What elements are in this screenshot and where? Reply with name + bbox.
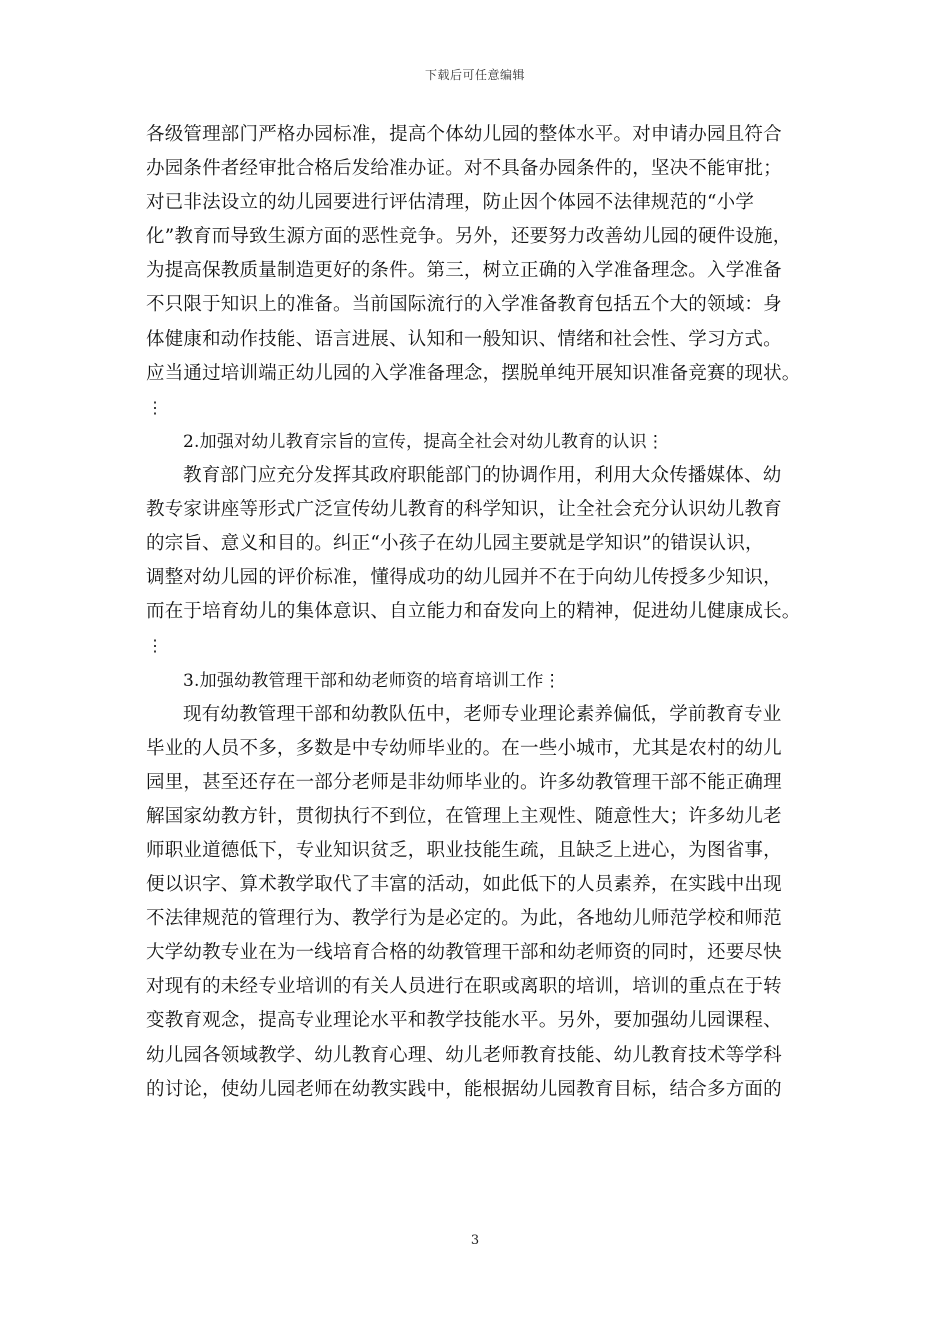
paragraph-3-line-11: 幼儿园各领域教学、幼儿教育心理、幼儿老师教育技能、幼儿教育技术等学科 — [146, 1044, 782, 1066]
paragraph-1-line-8: 应当通过培训端正幼儿园的入学准备理念，摆脱单纯开展知识准备竞赛的现状。 — [146, 362, 801, 384]
document-body — [146, 118, 826, 1107]
paragraph-3-line-6: 便以识字、算术教学取代了丰富的活动，如此低下的人员素养，在实践中出现 — [146, 874, 782, 896]
paragraph-1-line-6: 不只限于知识上的准备。当前国际流行的入学准备教育包括五个大的领域：身 — [146, 294, 782, 316]
paragraph-1-line-7: 体健康和动作技能、语言进展、认知和一般知识、情绪和社会性、学习方式。 — [146, 328, 782, 350]
paragraph-3-line-9: 对现有的未经专业培训的有关人员进行在职或离职的培训，培训的重点在于转 — [146, 976, 782, 998]
paragraph-3-line-7: 不法律规范的管理行为、教学行为是必定的。为此，各地幼儿师范学校和师范 — [146, 908, 782, 930]
page-header: 下载后可任意编辑 — [424, 68, 525, 82]
page-number: 3 — [470, 1233, 480, 1248]
paragraph-2-line-4: 调整对幼儿园的评价标准，懂得成功的幼儿园并不在于向幼儿传授多少知识， — [146, 567, 782, 589]
paragraph-1-line-5: 为提高保教质量制造更好的条件。第三，树立正确的入学准备理念。入学准备 — [146, 260, 782, 282]
paragraph-1-line-4: 化”教育而导致生源方面的恶性竞争。另外，还要努力改善幼儿园的硬件设施， — [146, 226, 792, 248]
paragraph-2-line-5: 而在于培育幼儿的集体意识、自立能力和奋发向上的精神，促进幼儿健康成长。 — [146, 601, 801, 623]
paragraph-2-line-2: 教专家讲座等形式广泛宣传幼儿教育的科学知识，让全社会充分认识幼儿教育 — [146, 499, 782, 521]
paragraph-2-line-3: 的宗旨、意义和目的。纠正“小孩子在幼儿园主要就是学知识”的错误认识， — [146, 533, 764, 555]
paragraph-2-ellipsis: ⋮ — [147, 636, 164, 656]
paragraph-1-ellipsis: ⋮ — [147, 397, 164, 417]
paragraph-3-line-8: 大学幼教专业在为一线培育合格的幼教管理干部和幼老师资的同时，还要尽快 — [146, 942, 782, 964]
paragraph-3-line-1: 现有幼教管理干部和幼教队伍中，老师专业理论素养偏低，学前教育专业 — [183, 703, 782, 725]
paragraph-2-line-1: 教育部门应充分发挥其政府职能部门的协调作用，利用大众传播媒体、幼 — [183, 464, 782, 486]
paragraph-3-line-10: 变教育观念，提高专业理论水平和教学技能水平。另外，要加强幼儿园课程、 — [146, 1010, 782, 1032]
paragraph-1-line-1: 各级管理部门严格办园标准，提高个体幼儿园的整体水平。对申请办园且符合 — [146, 124, 782, 145]
paragraph-3-line-2: 毕业的人员不多，多数是中专幼师毕业的。在一些小城市，尤其是农村的幼儿 — [146, 737, 782, 759]
section-3-heading: 3.加强幼教管理干部和幼老师资的培育培训工作⋮ — [183, 670, 561, 691]
paragraph-3-line-3: 园里，甚至还存在一部分老师是非幼师毕业的。许多幼教管理干部不能正确理 — [146, 771, 782, 793]
paragraph-3-line-4: 解国家幼教方针，贯彻执行不到位，在管理上主观性、随意性大；许多幼儿老 — [146, 805, 782, 827]
paragraph-3-line-5: 师职业道德低下，专业知识贫乏，职业技能生疏，且缺乏上进心，为图省事， — [146, 839, 782, 861]
paragraph-3-line-12: 的讨论，使幼儿园老师在幼教实践中，能根据幼儿园教育目标，结合多方面的 — [146, 1078, 782, 1100]
section-2-heading: 2.加强对幼儿教育宗旨的宣传，提高全社会对幼儿教育的认识⋮ — [183, 431, 665, 452]
paragraph-1-line-3: 对已非法设立的幼儿园要进行评估清理，防止因个体园不法律规范的“小学 — [146, 192, 755, 214]
paragraph-1-line-2: 办园条件者经审批合格后发给准办证。对不具备办园条件的，坚决不能审批； — [146, 158, 782, 180]
